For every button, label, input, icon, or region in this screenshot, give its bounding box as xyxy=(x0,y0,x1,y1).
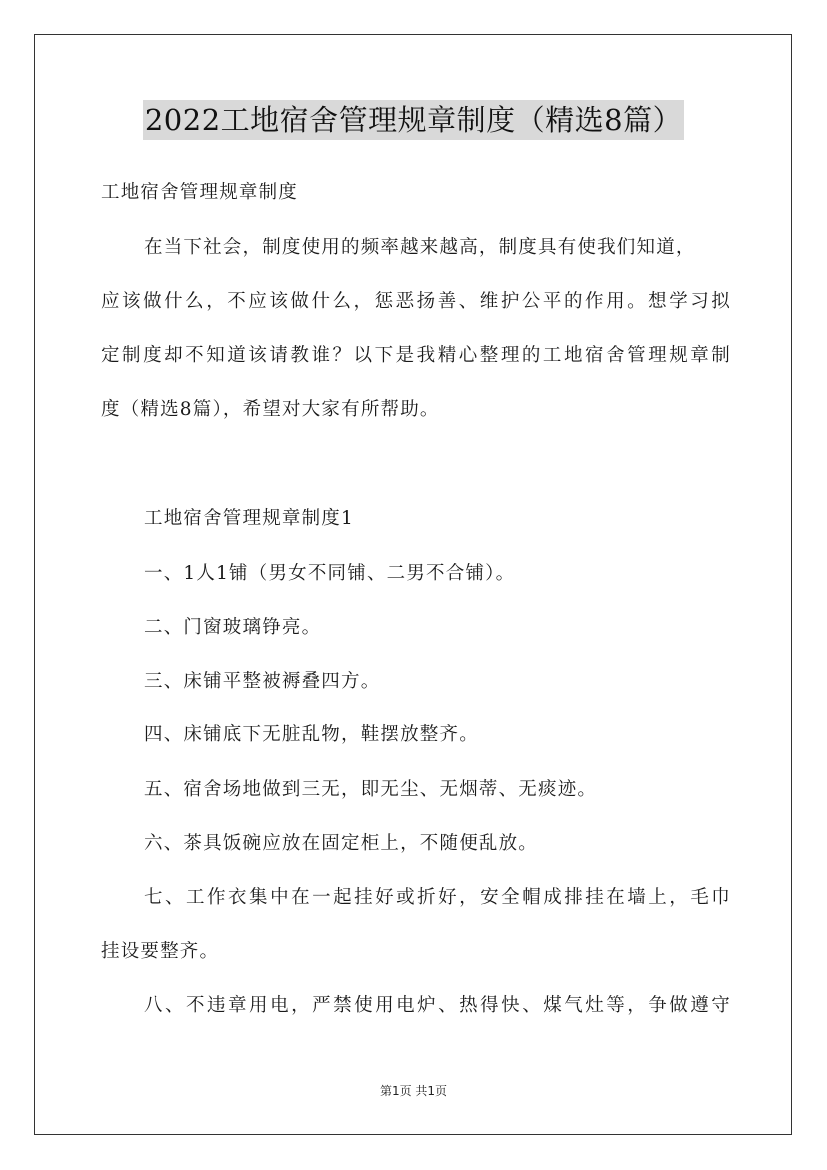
rule-item-7-continued: 挂设要整齐。 xyxy=(101,941,220,962)
rule-item-8: 八、不违章用电，严禁使用电炉、热得快、煤气灶等，争做遵守 xyxy=(144,995,731,1016)
intro-line-1: 在当下社会，制度使用的频率越来越高，制度具有使我们知道， xyxy=(144,237,696,258)
rule-item-1: 一、1人1铺（男女不同铺、二男不合铺）。 xyxy=(144,563,516,584)
rule-item-2: 二、门窗玻璃铮亮。 xyxy=(144,617,322,638)
section-heading: 工地宿舍管理规章制度1 xyxy=(144,508,354,529)
rule-item-5: 五、宿舍场地做到三无，即无尘、无烟蒂、无痰迹。 xyxy=(144,779,598,800)
page-footer: 第1页 共1页 xyxy=(379,1084,448,1098)
rule-item-7: 七、工作衣集中在一起挂好或折好，安全帽成排挂在墙上，毛巾 xyxy=(144,887,731,908)
intro-line-4: 度（精选8篇），希望对大家有所帮助。 xyxy=(101,399,440,420)
rule-item-4: 四、床铺底下无脏乱物，鞋摆放整齐。 xyxy=(144,724,479,745)
document-subtitle: 工地宿舍管理规章制度 xyxy=(101,182,299,203)
title-container xyxy=(0,100,827,140)
intro-line-3: 定制度却不知道该请教谁？以下是我精心整理的工地宿舍管理规章制 xyxy=(101,345,731,366)
rule-item-3: 三、床铺平整被褥叠四方。 xyxy=(144,671,381,692)
rule-item-6: 六、茶具饭碗应放在固定柜上，不随便乱放。 xyxy=(144,833,539,854)
intro-line-2: 应该做什么，不应该做什么，惩恶扬善、维护公平的作用。想学习拟 xyxy=(101,291,731,312)
document-title: 2022工地宿舍管理规章制度（精选8篇） xyxy=(143,100,684,140)
